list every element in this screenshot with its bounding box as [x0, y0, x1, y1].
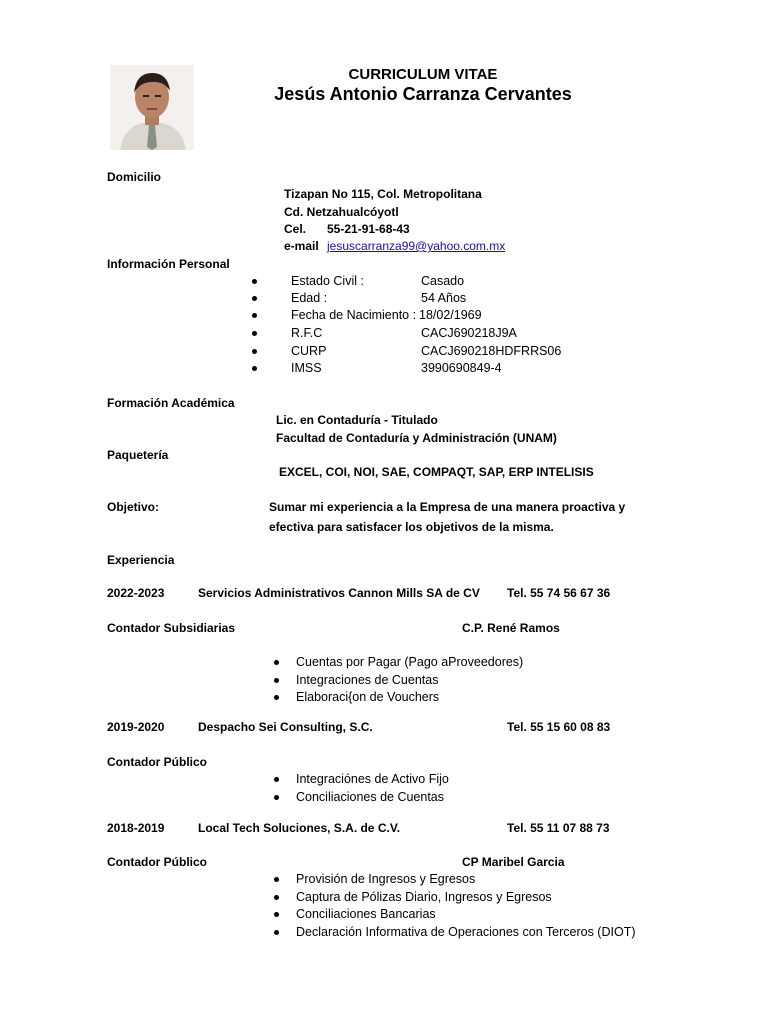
- info-value: 3990690849-4: [421, 361, 502, 375]
- job-phone: Tel. 55 11 07 88 73: [507, 821, 610, 835]
- job-task: Conciliaciones de Cuentas: [296, 790, 445, 804]
- job-years: 2019-2020: [107, 720, 165, 734]
- job-role: Contador Público: [107, 855, 207, 869]
- bullet-icon: [252, 349, 257, 354]
- section-label-formacion: Formación Académica: [107, 396, 235, 410]
- section-label-domicilio: Domicilio: [107, 170, 162, 184]
- info-value: 54 Años: [421, 291, 467, 305]
- job-role: Contador Subsidiarias: [107, 621, 236, 635]
- job-role: Contador Público: [107, 755, 207, 769]
- job-years: 2022-2023: [107, 586, 165, 600]
- job-phone: Tel. 55 74 56 67 36: [507, 586, 611, 600]
- section-label-info-personal: Información Personal: [107, 257, 230, 271]
- bullet-icon: [274, 660, 279, 665]
- section-label-objetivo: Objetivo:: [107, 500, 160, 514]
- bullet-icon: [252, 366, 257, 371]
- job-task: Conciliaciones Bancarias: [296, 907, 436, 921]
- job-years: 2018-2019: [107, 821, 165, 835]
- address-line-2: Cd. Netzahualcóyotl: [284, 205, 399, 219]
- bullet-icon: [274, 695, 279, 700]
- info-value: CACJ690218J9A: [421, 326, 517, 340]
- bullet-icon: [274, 678, 279, 683]
- job-company: Local Tech Soluciones, S.A. de C.V.: [198, 821, 401, 835]
- address-line-1: Tizapan No 115, Col. Metropolitana: [284, 187, 482, 201]
- job-company: Servicios Administrativos Cannon Mills SA de CV: [198, 586, 480, 600]
- email-link[interactable]: jesuscarranza99@yahoo.com.mx: [327, 239, 506, 253]
- degree-line: Lic. en Contaduría - Titulado: [276, 413, 438, 427]
- info-value: 18/02/1969: [419, 308, 482, 322]
- info-value: CACJ690218HDFRRS06: [421, 344, 562, 358]
- job-task: Integraciónes de Activo Fijo: [296, 772, 449, 786]
- job-task: Integraciones de Cuentas: [296, 673, 439, 687]
- section-label-experiencia: Experiencia: [107, 553, 175, 567]
- info-key: Estado Civil :: [291, 274, 364, 288]
- cel-value: 55-21-91-68-43: [327, 222, 410, 236]
- cel-label: Cel.: [284, 222, 307, 236]
- email-label: e-mail: [284, 239, 319, 253]
- info-value: Casado: [421, 274, 465, 288]
- job-task: Captura de Pólizas Diario, Ingresos y Egresos: [296, 890, 552, 904]
- objective-line-2: efectiva para satisfacer los objetivos de la misma.: [269, 520, 554, 534]
- info-key: IMSS: [291, 361, 322, 375]
- bullet-icon: [274, 895, 279, 900]
- candidate-name: Jesús Antonio Carranza Cervantes: [274, 84, 572, 104]
- bullet-icon: [274, 930, 279, 935]
- bullet-icon: [252, 313, 257, 318]
- bullet-icon: [252, 279, 257, 284]
- bullet-icon: [274, 877, 279, 882]
- bullet-icon: [274, 912, 279, 917]
- job-company: Despacho Sei Consulting, S.C.: [198, 720, 373, 734]
- job-task: Cuentas por Pagar (Pago aProveedores): [296, 655, 524, 669]
- job-task: Declaración Informativa de Operaciones con Terceros (DIOT): [296, 925, 636, 939]
- info-key: Edad :: [291, 291, 328, 305]
- bullet-icon: [252, 296, 257, 301]
- document-title: CURRICULUM VITAE: [348, 66, 498, 83]
- job-phone: Tel. 55 15 60 08 83: [507, 720, 611, 734]
- job-task: Provisión de Ingresos y Egresos: [296, 872, 476, 886]
- info-key: CURP: [291, 344, 327, 358]
- bullet-icon: [274, 795, 279, 800]
- bullet-icon: [252, 331, 257, 336]
- section-label-paqueteria: Paquetería: [107, 448, 169, 462]
- job-contact: CP Maribel Garcia: [462, 855, 565, 869]
- info-key: R.F.C: [291, 326, 323, 340]
- objective-line-1: Sumar mi experiencia a la Empresa de una manera proactiva y: [269, 500, 626, 514]
- software-list: EXCEL, COI, NOI, SAE, COMPAQT, SAP, ERP INTELISIS: [279, 465, 594, 479]
- info-key: Fecha de Nacimiento :: [291, 308, 417, 322]
- job-contact: C.P. René Ramos: [462, 621, 560, 635]
- job-task: Elaboraci{on de Vouchers: [296, 690, 440, 704]
- bullet-icon: [274, 777, 279, 782]
- school-line: Facultad de Contaduría y Administración (UNAM): [276, 431, 557, 445]
